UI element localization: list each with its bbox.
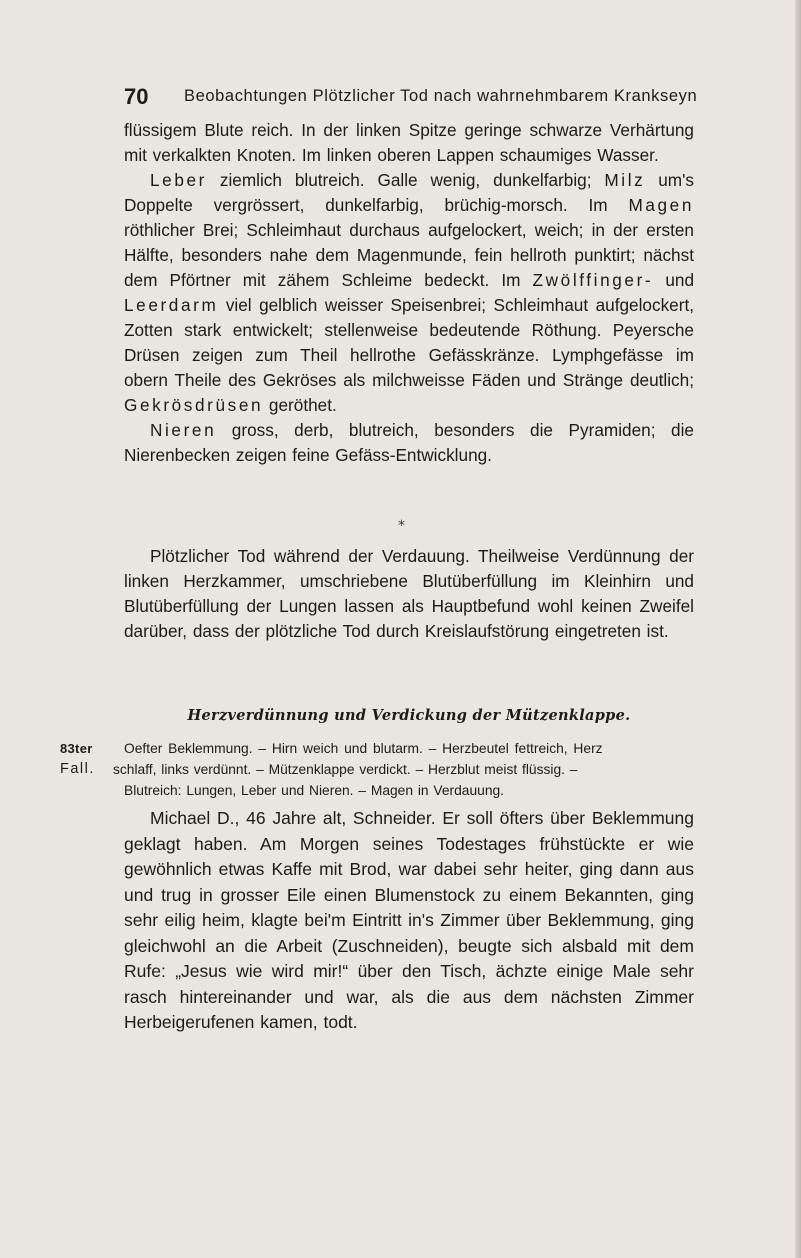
running-head: Beobachtungen Plötzlicher Tod nach wahrnehmbarem Krankseyn xyxy=(184,87,698,105)
case-history-paragraph: Michael D., 46 Jahre alt, Schneider. Er soll öfters über Beklemmung geklagt haben. Am Morgen seines Todestages frühstückte er wie gewöhnlich etwas Kaffe mit Brod, war dabei sehr heiter, ging dann aus und trug in grosser Eile einen Blumenstock zu einem Bekannten, ging sehr eilig heim, klagte bei'm Eintritt in's Zimmer über Beklemmung, ging gleichwohl an die Arbeit (Zuschneiden), beugte sich alsbald mit dem Rufe: „Jesus wie wird mir!“ über den Tisch, ächzte einige Male sehr rasch hintereinander und war, als die aus dem nächsten Zimmer Herbeigerufenen kamen, todt. xyxy=(124,808,694,1032)
case-summary-lines xyxy=(60,738,700,801)
case-number: 83ter xyxy=(60,741,93,756)
text-run: viel gelblich weisser Speisenbrei; Schleimhaut aufgelockert, Zotten stark entwickelt; stellenweise bedeutende Röthung. Peyersche Drüsen zeigen zum Theil hellrothe Gefässkränze. Lymphgefässe im obern Theile des Gekröses als milchweisse Fäden und Stränge deutlich; xyxy=(124,295,694,390)
lung-paragraph: flüssigem Blute reich. In der linken Spitze geringe schwarze Verhärtung mit verkalkten Knoten. Im linken oberen Lappen schaumiges Wasser. xyxy=(124,120,694,165)
term-magen: Magen xyxy=(628,195,694,215)
text-run: röthlicher Brei; Schleimhaut durchaus aufgelockert, weich; in der ersten Hälfte, besonders nahe dem Magenmunde, fein hellroth punktirt; nächst dem Pförtner mit zähem Schleime bedeckt. Im xyxy=(124,220,694,290)
section-asterisk: * xyxy=(398,518,405,534)
text-run: geröthet. xyxy=(263,395,337,415)
case-summary-line: schlaff, links verdünnt. – Mützenklappe verdickt. – Herzblut meist flüssig. – xyxy=(113,762,578,777)
epicrisis-text xyxy=(124,544,694,644)
term-nieren: Nieren xyxy=(150,420,217,440)
term-leber: Leber xyxy=(150,170,207,190)
section-heading: Herzverdünnung und Verdickung der Mützenklappe. xyxy=(187,707,631,724)
kidney-paragraph xyxy=(124,418,694,468)
text-run: und xyxy=(653,270,694,290)
page-edge xyxy=(795,0,801,1258)
epicrisis-paragraph: Plötzlicher Tod während der Verdauung. Theilweise Verdünnung der linken Herzkammer, umschriebene Blutüberfüllung im Kleinhirn und Blutüberfüllung der Lungen lassen als Hauptbefund wohl keinen Zweifel darüber, dass der plötzliche Tod durch Kreislaufstörung eingetreten ist. xyxy=(124,546,694,641)
text-run: um's Doppelte vergrössert, dunkelfarbig, brüchig-morsch. Im xyxy=(124,170,694,215)
term-zwoelffinger: Zwölffinger- xyxy=(532,270,654,290)
case-summary-line: Oefter Beklemmung. – Hirn weich und blutarm. – Herzbeutel fettreich, Herz xyxy=(124,741,603,756)
term-leerdarm: Leerdarm xyxy=(124,295,219,315)
term-milz: Milz xyxy=(604,170,646,190)
autopsy-findings-text xyxy=(124,118,694,468)
term-gekroesdruesen: Gekrösdrüsen xyxy=(124,395,264,415)
text-run: ziemlich blutreich. Galle wenig, dunkelfarbig; xyxy=(206,170,605,190)
abdominal-organs-paragraph xyxy=(124,168,694,418)
text-run: gross, derb, blutreich, besonders die Pyramiden; die Nierenbecken zeigen feine Gefäss-Entwicklung. xyxy=(124,420,694,465)
case-summary-line: Blutreich: Lungen, Leber und Nieren. – Magen in Verdauung. xyxy=(124,783,505,798)
page-number: 70 xyxy=(124,84,149,109)
case-history-text xyxy=(124,806,694,1036)
case-fall-label: Fall. xyxy=(60,761,95,777)
page-header xyxy=(124,84,698,112)
